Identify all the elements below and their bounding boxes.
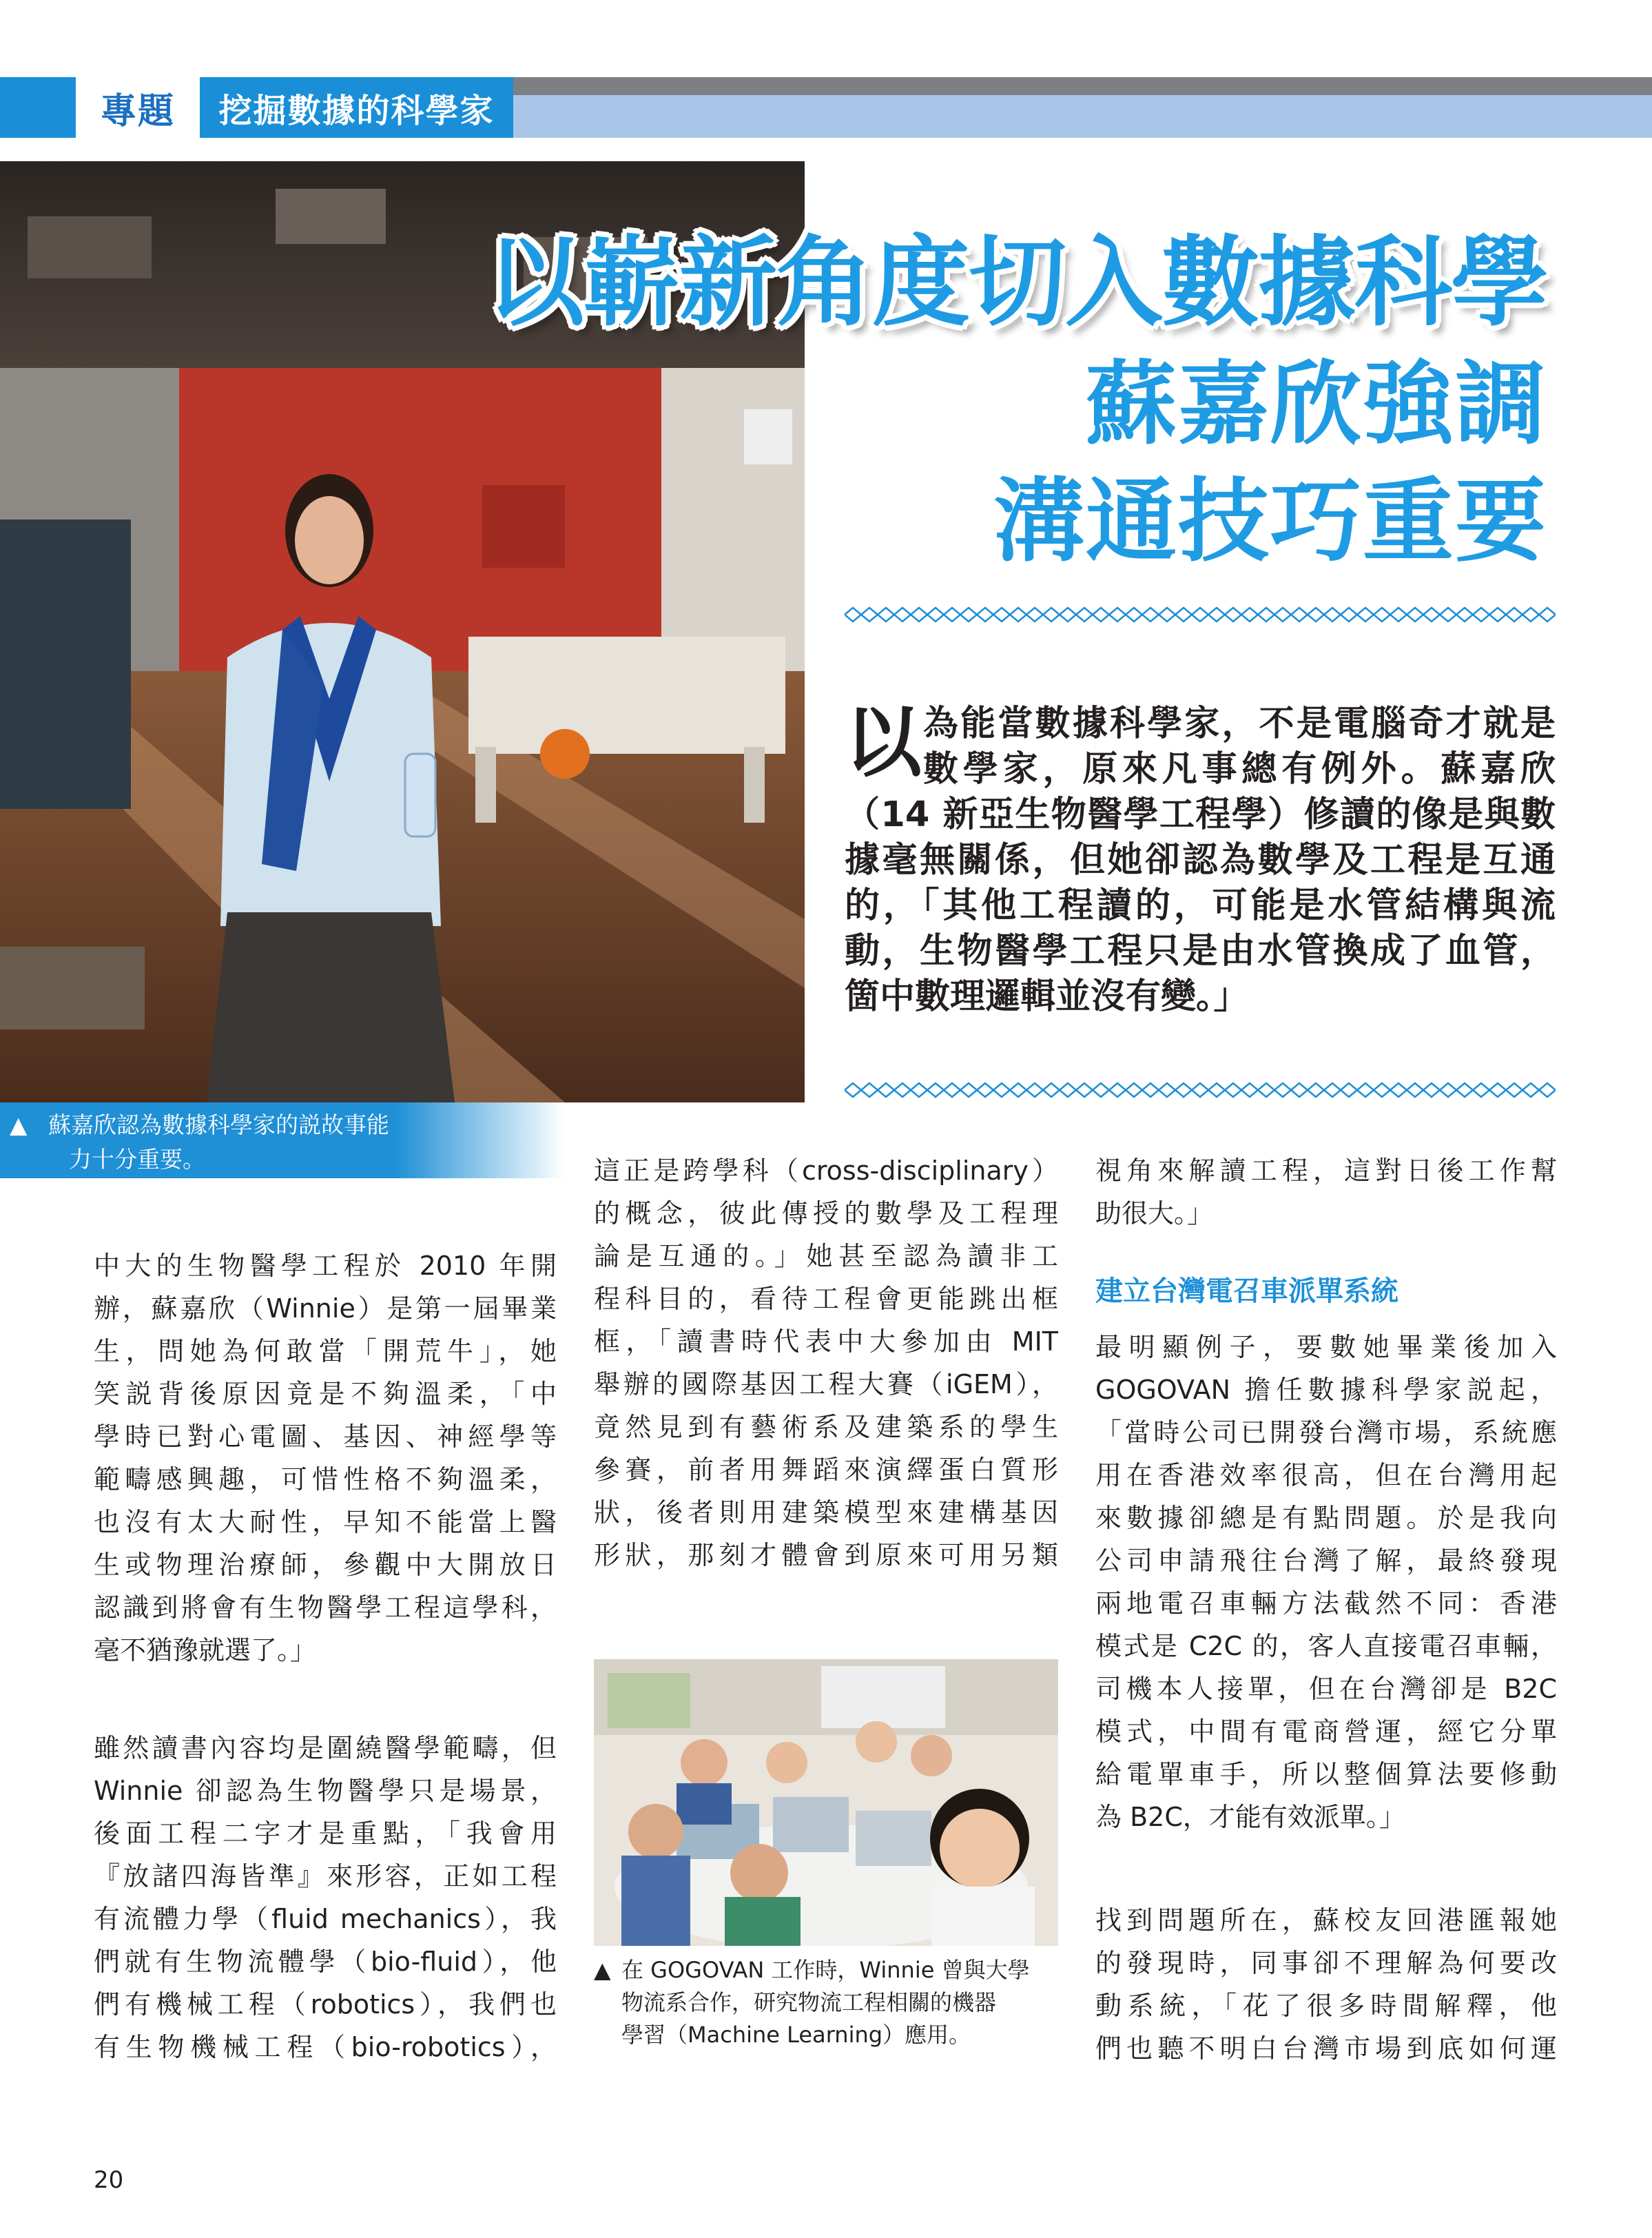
lead-line: 箇中數理邏輯並沒有變。」 (845, 976, 1249, 1017)
body-line: 形狀，那刻才體會到原來可用另類 (594, 1540, 1058, 1570)
body-line: 後面工程二字才是重點，「我會用 (94, 1818, 557, 1849)
body-line: 生或物理治療師，參觀中大開放日 (94, 1550, 557, 1580)
body-line: 論是互通的。」她甚至認為讀非工 (594, 1241, 1058, 1271)
body-line: Winnie 卻認為生物醫學只是場景， (94, 1776, 557, 1806)
headline-line-3: 溝通技巧重要 (993, 469, 1547, 575)
headline-line-1: 以嶄新角度切入數據科學 (486, 226, 1547, 340)
divider-top (845, 606, 1556, 623)
caption-marker-icon: ▲ (594, 1957, 611, 1983)
caption-line: 在 GOGOVAN 工作時，Winnie 曾與大學 (621, 1957, 1030, 1983)
lead-line: 據毫無關係，但她卻認為數學及工程是互通 (845, 840, 1556, 881)
page-number: 20 (94, 2166, 124, 2194)
body-column-1 (94, 1244, 557, 2113)
body-line: 為 B2C，才能有效派單。」 (1095, 1802, 1405, 1832)
body-column-2 (594, 1149, 1058, 1590)
body-line: 範疇感興趣，可惜性格不夠溫柔， (94, 1464, 557, 1495)
body-line: 參賽，前者用舞蹈來演繹蛋白質形 (594, 1455, 1058, 1485)
lead-line: 動，生物醫學工程只是由水管換成了血管， (845, 931, 1556, 972)
body-line: 們有機械工程（robotics），我們也 (94, 1989, 557, 2020)
body-line: 生，問她為何敢當「開荒牛」，她 (94, 1336, 557, 1366)
body-line: 有流體力學（fluid mechanics），我 (94, 1904, 557, 1934)
body-line: 找到問題所在，蘇校友回港匯報她 (1095, 1905, 1557, 1936)
main-photo-caption (0, 1102, 565, 1178)
lead-line: 的，「其他工程讀的，可能是水管結構與流 (845, 885, 1556, 926)
header-light-bar (513, 95, 1652, 138)
caption-marker-icon: ▲ (10, 1111, 28, 1138)
body-line: 毫不猶豫就選了。」 (94, 1635, 317, 1665)
body-line: 來數據卻總是有點問題。於是我向 (1095, 1503, 1557, 1533)
body-line: 雖然讀書內容均是圍繞醫學範疇，但 (94, 1733, 557, 1763)
body-line: 給電單車手，所以整個算法要修動 (1095, 1759, 1557, 1789)
lead-line: （14 新亞生物醫學工程學）修讀的像是與數 (845, 794, 1556, 835)
body-line: 模式是 C2C 的，客人直接電召車輛， (1095, 1631, 1557, 1661)
caption-line: 蘇嘉欣認為數據科學家的説故事能 (48, 1111, 389, 1138)
section-subheading: 建立台灣電召車派單系統 (1095, 1275, 1398, 1307)
body-line: 笑説背後原因竟是不夠溫柔，「中 (94, 1379, 557, 1409)
body-line: 認識到將會有生物醫學工程這學科， (94, 1592, 557, 1623)
body-line: 中大的生物醫學工程於 2010 年開 (94, 1251, 557, 1281)
caption-line: 物流系合作，研究物流工程相關的機器 (621, 1989, 997, 2015)
body-line: 竟然見到有藝術系及建築系的學生 (594, 1412, 1058, 1442)
lead-line: 為能當數據科學家，不是電腦奇才就是 (923, 704, 1556, 744)
drop-cap: 以 (845, 698, 922, 788)
caption-line: 力十分重要。 (69, 1146, 205, 1173)
section-label: 專題 (76, 77, 200, 138)
lead-line: 數學家，原來凡事總有例外。蘇嘉欣 (923, 749, 1556, 790)
body-line: 司機本人接單，但在台灣卻是 B2C (1095, 1674, 1557, 1704)
body-line: 最明顯例子，要數她畢業後加入 (1095, 1332, 1557, 1362)
body-line: 學時已對心電圖、基因、神經學等 (94, 1421, 557, 1452)
topic-label: 挖掘數據的科學家 (200, 77, 513, 138)
body-line: GOGOVAN 擔任數據科學家説起， (1095, 1375, 1557, 1405)
body-line: 用在香港效率很高，但在台灣用起 (1095, 1460, 1557, 1490)
body-line: 動系統，「花了很多時間解釋，他 (1095, 1991, 1557, 2021)
body-line: 框，「讀書時代表中大參加由 MIT (594, 1326, 1058, 1357)
body-line: 程科目的，看待工程會更能跳出框 (594, 1284, 1058, 1314)
body-line: 舉辦的國際基因工程大賽（iGEM）， (594, 1369, 1058, 1399)
divider-bottom (845, 1082, 1556, 1098)
body-line: 有生物機械工程（bio-robotics）， (94, 2032, 557, 2062)
body-line: 公司申請飛往台灣了解，最終發現 (1095, 1546, 1557, 1576)
body-line: 的概念，彼此傳授的數學及工程理 (594, 1198, 1058, 1229)
body-line: 辦，蘇嘉欣（Winnie）是第一屆畢業 (94, 1293, 557, 1324)
header-blue-block (0, 77, 76, 138)
body-line: 視角來解讀工程，這對日後工作幫 (1095, 1156, 1557, 1186)
body-line: 們也聽不明白台灣市場到底如何運 (1095, 2033, 1557, 2064)
body-line: 『放諸四海皆準』來形容，正如工程 (94, 1861, 557, 1891)
caption-line: 學習（Machine Learning）應用。 (621, 2022, 971, 2048)
body-line: 也沒有太大耐性，早知不能當上醫 (94, 1507, 557, 1537)
body-line: 「當時公司已開發台灣市場，系統應 (1095, 1417, 1557, 1448)
body-line: 的發現時，同事卻不理解為何要改 (1095, 1948, 1557, 1978)
body-line: 模式，中間有電商營運，經它分單 (1095, 1716, 1557, 1747)
body-line: 助很大。」 (1095, 1198, 1214, 1229)
body-line: 兩地電召車輛方法截然不同：香港 (1095, 1588, 1557, 1619)
team-photo (594, 1659, 1058, 1946)
headline-line-2: 蘇嘉欣強調 (1086, 351, 1547, 458)
body-line: 這正是跨學科（cross-disciplinary） (594, 1156, 1058, 1186)
body-line: 們就有生物流體學（bio-fluid），他 (94, 1947, 557, 1977)
body-line: 狀，後者則用建築模型來建構基因 (594, 1497, 1058, 1528)
